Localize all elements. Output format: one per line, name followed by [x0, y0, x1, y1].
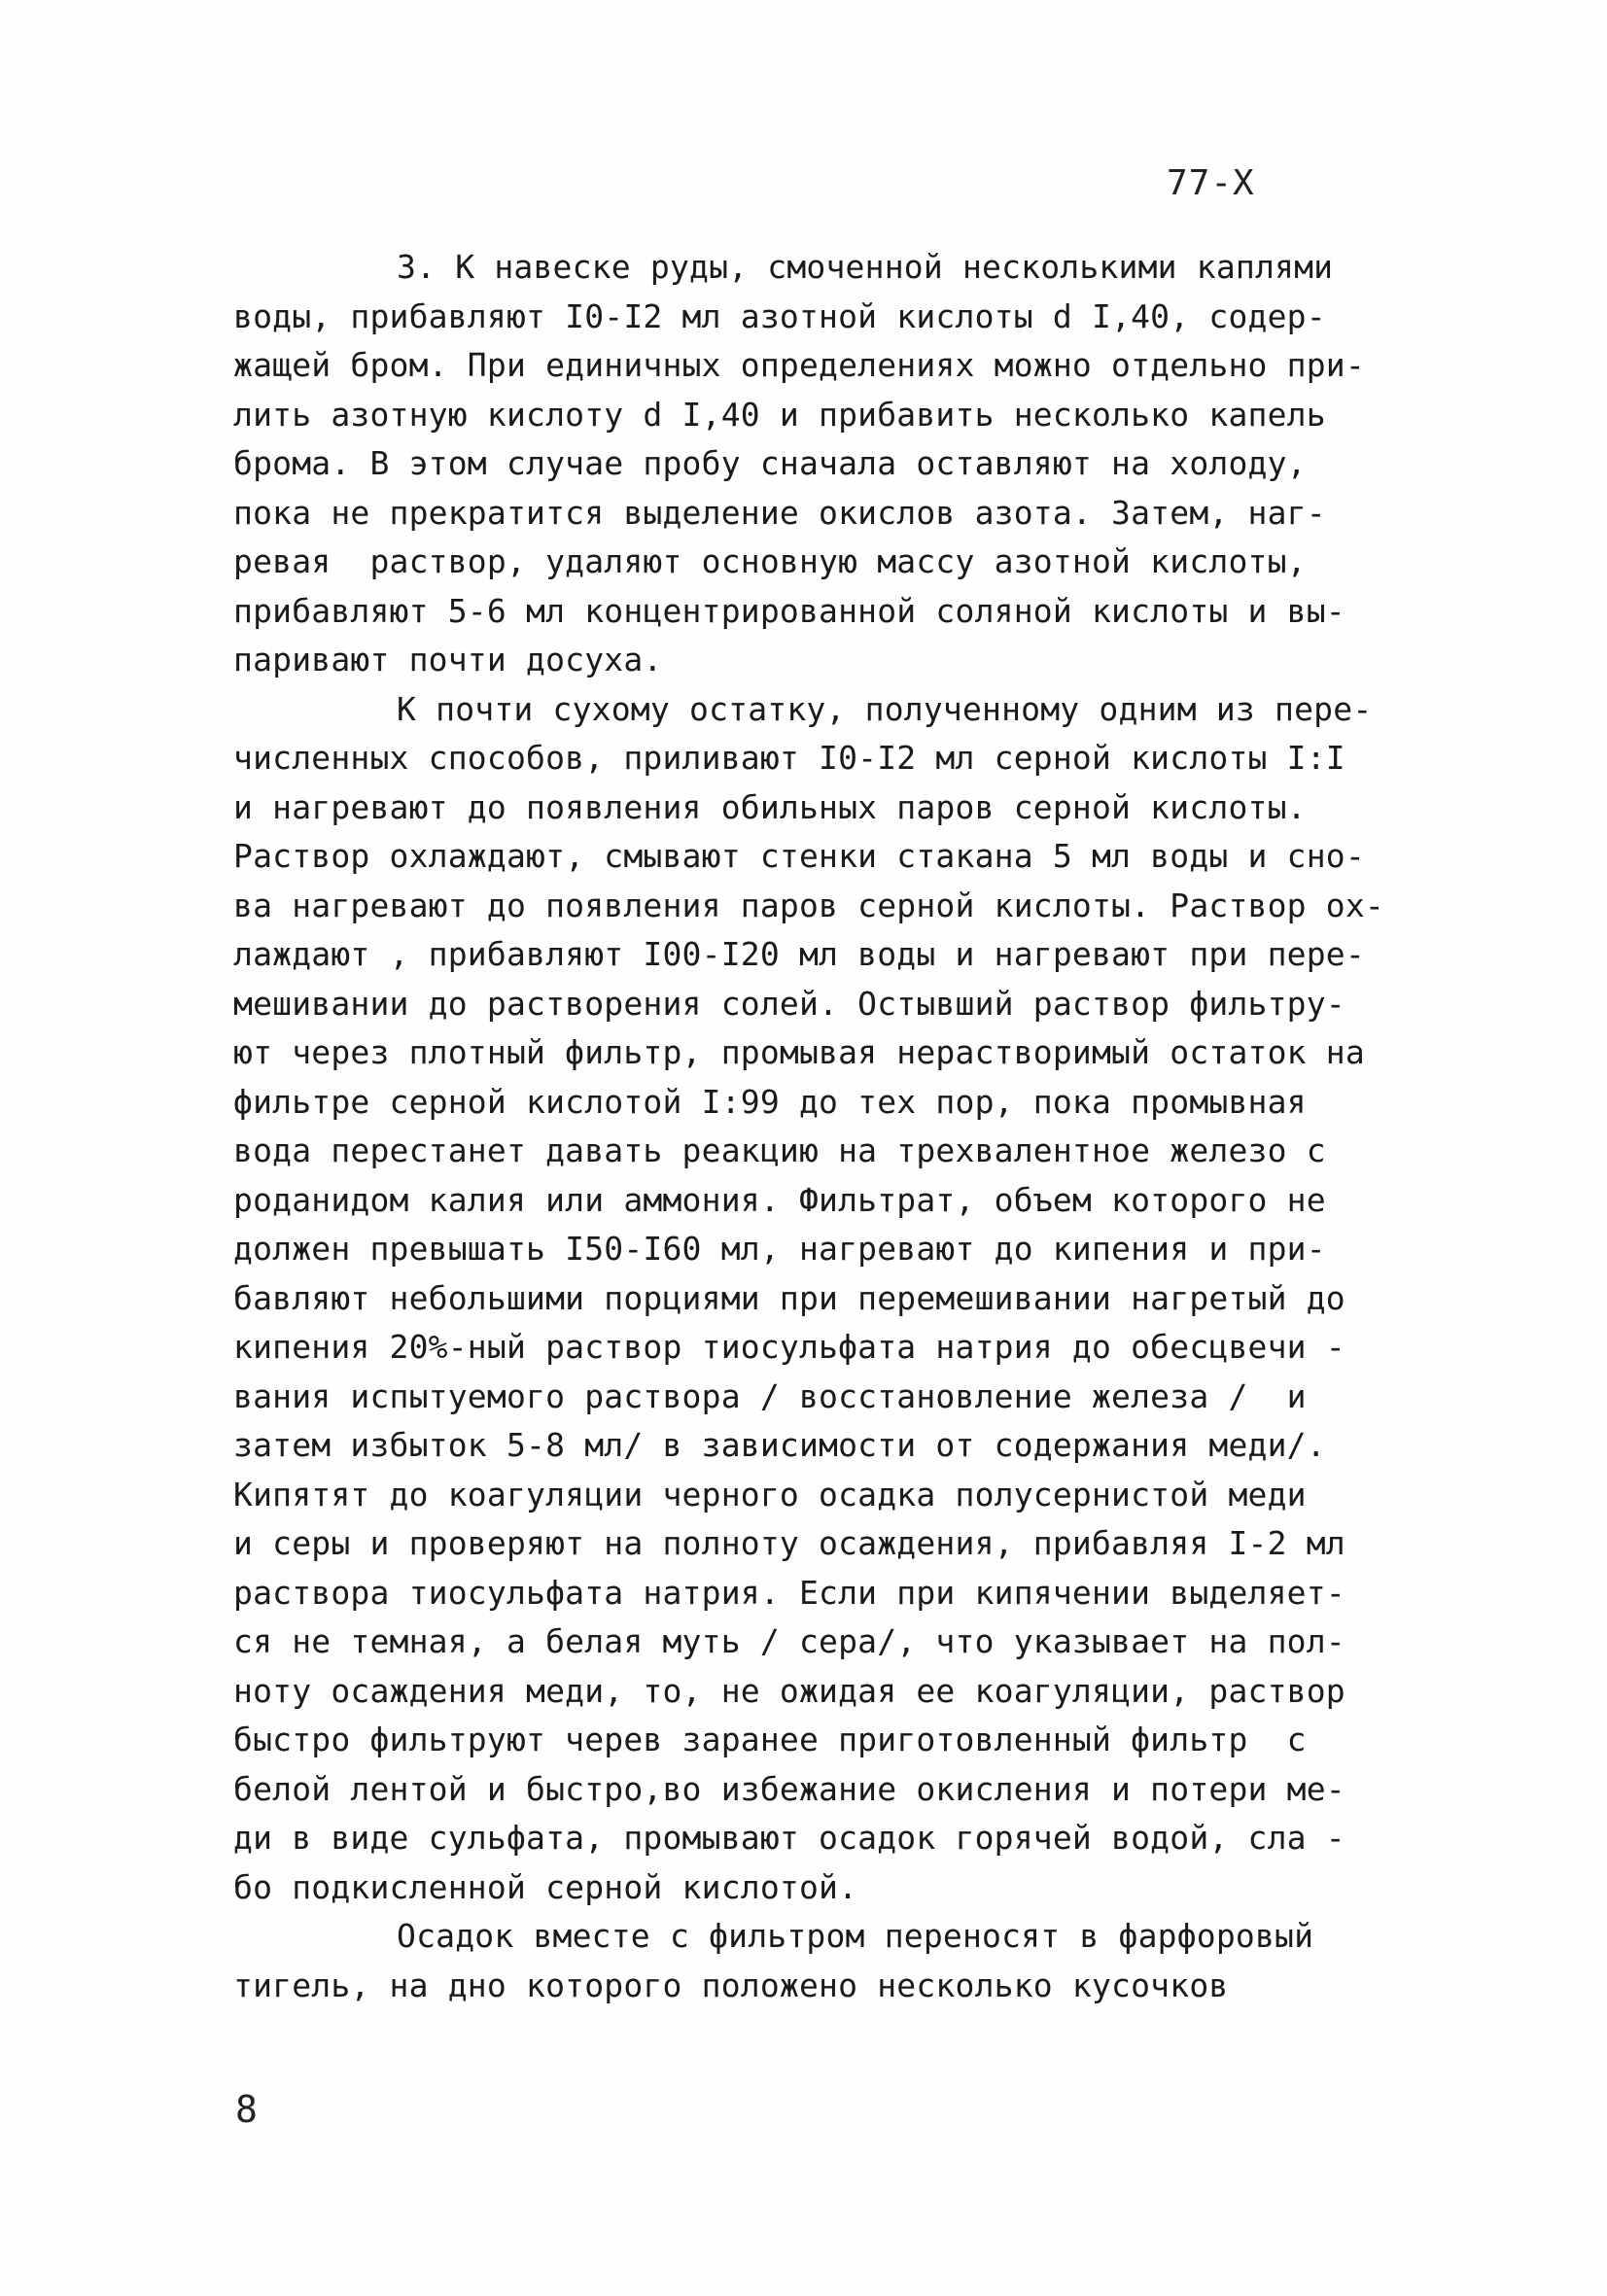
- text-line: ноту осаждения меди, то, не ожидая ее коагуляции, раствор: [233, 1671, 1345, 1710]
- text-line: Кипятят до коагуляции черного осадка полусернистой меди: [233, 1475, 1307, 1513]
- text-line: жащей бром. При единичных определениях можно отдельно при-: [233, 346, 1365, 384]
- text-line: ревая раствор, удаляют основную массу азотной кислоты,: [233, 542, 1307, 580]
- text-line: пока не прекратится выделение окислов азота. Затем, наг-: [233, 493, 1326, 532]
- text-line: ся не темная, а белая муть / сера/, что указывает на пол-: [233, 1622, 1345, 1660]
- text-line: тигель, на дно которого положено несколько кусочков: [233, 1966, 1229, 2004]
- text-line: 3. К навеске руды, смоченной несколькими каплями: [397, 248, 1334, 286]
- text-line: лаждают , прибавляют I00-I20 мл воды и нагревают при пере-: [233, 935, 1365, 973]
- document-header-code: 77-X: [1167, 163, 1255, 203]
- text-line: вода перестанет давать реакцию на трехвалентное железо с: [233, 1131, 1326, 1169]
- text-line: мешивании до растворения солей. Остывший раствор фильтру-: [233, 984, 1345, 1023]
- text-line: и серы и проверяют на полноту осаждения, прибавляя I-2 мл: [233, 1524, 1345, 1562]
- text-line: быстро фильтруют черев заранее приготовленный фильтр с: [233, 1721, 1307, 1758]
- text-line: затем избыток 5-8 мл/ в зависимости от содержания меди/.: [233, 1426, 1326, 1464]
- text-line: паривают почти досуха.: [233, 641, 663, 678]
- text-line: ва нагревают до появления паров серной кислоты. Раствор ох-: [233, 886, 1384, 924]
- text-line: прибавляют 5-6 мл концентрированной соляной кислоты и вы-: [233, 591, 1345, 630]
- text-line: бавляют небольшими порциями при перемешивании нагретый до: [233, 1278, 1345, 1317]
- text-line: кипения 20%-ный раствор тиосульфата натрия до обесцвечи -: [233, 1328, 1345, 1366]
- text-line: бо подкисленной серной кислотой.: [233, 1867, 858, 1906]
- text-line: и нагревают до появления обильных паров серной кислоты.: [233, 787, 1307, 826]
- text-line: воды, прибавляют I0-I2 мл азотной кислоты d I,40, содер-: [233, 296, 1326, 335]
- text-line: фильтре серной кислотой I:99 до тех пор, пока промывная: [233, 1082, 1307, 1121]
- text-line: Раствор охлаждают, смывают стенки стакана 5 мл воды и сно-: [233, 837, 1365, 875]
- text-line: должен превышать I50-I60 мл, нагревают до кипения и при-: [233, 1230, 1326, 1268]
- text-line: Осадок вместе с фильтром переносят в фарфоровый: [397, 1917, 1314, 1955]
- text-line: К почти сухому остатку, полученному одним из пере-: [397, 689, 1373, 728]
- text-line: ют через плотный фильтр, промывая нерастворимый остаток на: [233, 1033, 1365, 1071]
- text-line: брома. В этом случае пробу сначала оставляют на холоду,: [233, 444, 1307, 482]
- text-line: ди в виде сульфата, промывают осадок горячей водой, сла -: [233, 1819, 1345, 1857]
- text-line: раствора тиосульфата натрия. Если при кипячении выделяет-: [233, 1573, 1345, 1612]
- text-line: белой лентой и быстро,во избежание окисления и потери ме-: [233, 1769, 1345, 1808]
- page-number: 8: [235, 2088, 258, 2131]
- document-body: [233, 243, 1400, 2010]
- text-line: лить азотную кислоту d I,40 и прибавить несколько капель: [233, 395, 1326, 434]
- text-line: роданидом калия или аммония. Фильтрат, объем которого не: [233, 1180, 1326, 1219]
- text-line: численных способов, приливают I0-I2 мл серной кислоты I:I: [233, 739, 1345, 777]
- text-line: вания испытуемого раствора / восстановление железа / и: [233, 1376, 1307, 1415]
